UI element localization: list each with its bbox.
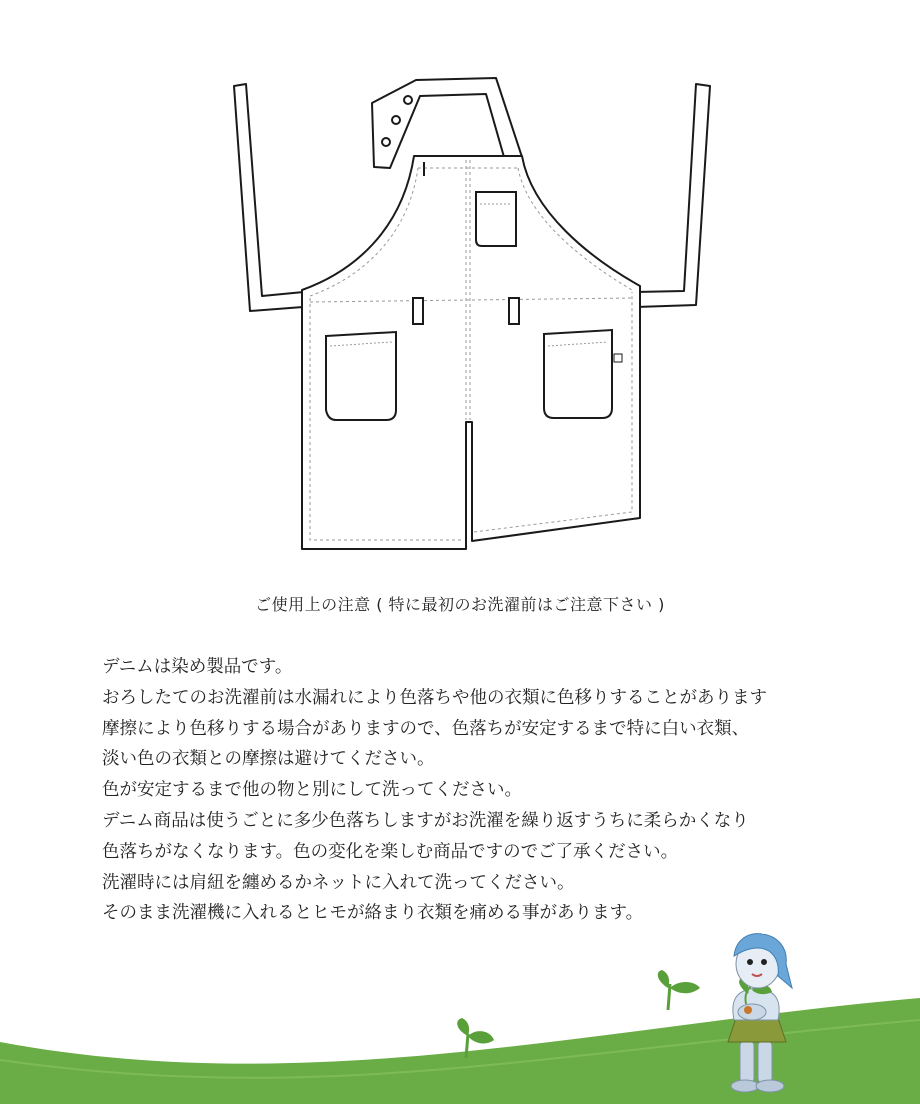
notice-title: ご使用上の注意 ( 特に最初のお洗濯前はご注意下さい )	[255, 595, 665, 614]
note-line: おろしたてのお洗濯前は水漏れにより色落ちや他の衣類に色移りすることがあります	[102, 687, 767, 708]
note-line: 洗濯時には肩紐を纏めるかネットに入れて洗ってください。	[102, 872, 575, 893]
note-line: デニム商品は使うごとに多少色落ちしますがお洗濯を繰り返すうちに柔らかくなり	[102, 810, 749, 831]
note-line: 摩擦により色移りする場合がありますので、色落ちが安定するまで特に白い衣類、	[102, 718, 750, 739]
note-line: 色落ちがなくなります。色の変化を楽しむ商品ですのでご了承ください。	[102, 841, 679, 862]
note-line: デニムは染め製品です。	[102, 657, 293, 677]
note-line: 淡い色の衣類との摩擦は避けてください。	[102, 749, 435, 770]
note-line: 色が安定するまで他の物と別にして洗ってください。	[102, 780, 522, 801]
note-line: そのまま洗濯機に入れるとヒモが絡まり衣類を痛める事があります。	[102, 903, 644, 924]
sprout-icon	[658, 970, 700, 1010]
